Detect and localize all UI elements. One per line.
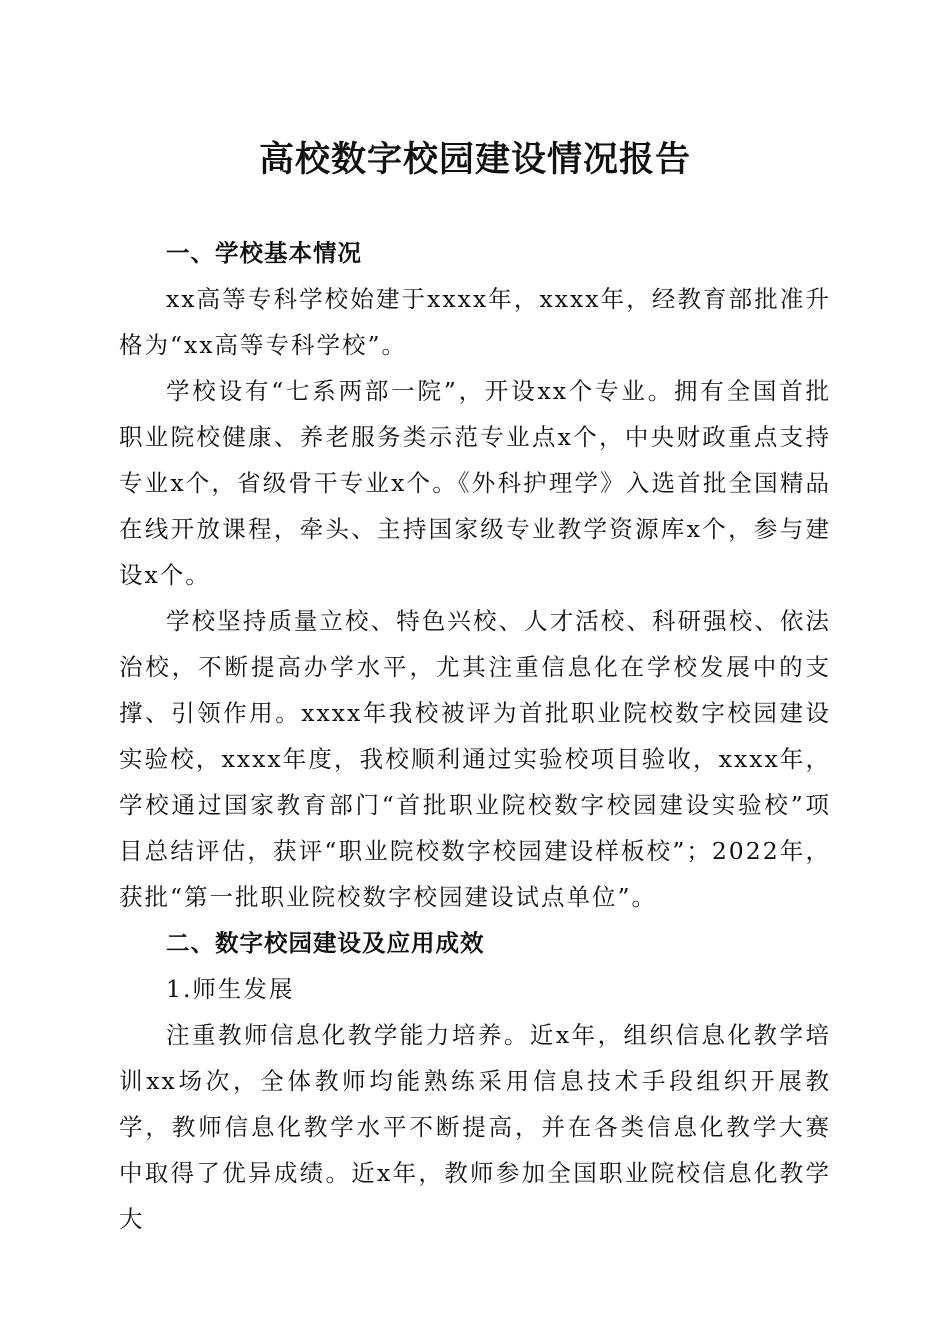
paragraph: 学校设有“七系两部一院”，开设xx个专业。拥有全国首批职业院校健康、养老服务类示范专业点x个，中央财政重点支持专业x个，省级骨干专业x个。《外科护理学》入选首批全国精品在线开放课程，牵头、主持国家级专业教学资源库x个，参与建设x个。	[119, 377, 831, 589]
paragraph: 学校坚持质量立校、特色兴校、人才活校、科研强校、依法治校，不断提高办学水平，尤其注重信息化在学校发展中的支撑、引领作用。xxxx年我校被评为首批职业院校数字校园建设实验校，xxxx年度，我校顺利通过实验校项目验收，xxxx年，学校通过国家教育部门“首批职业院校数字校园建设实验校”项目总结评估，获评“职业院校数字校园建设样板校”；2022年，获批“第一批职业院校数字校园建设试点单位”。	[119, 607, 831, 911]
document-title: 高校数字校园建设情况报告	[258, 139, 691, 180]
document-body	[119, 230, 831, 1242]
paragraph: 注重教师信息化教学能力培养。近x年，组织信息化教学培训xx场次，全体教师均能熟练采用信息技术手段组织开展教学，教师信息化教学水平不断提高，并在各类信息化教学大赛中取得了优异成绩。近x年，教师参加全国职业院校信息化教学大	[119, 1021, 831, 1233]
subsection-heading-teacher-student: 1.师生发展	[166, 975, 295, 1003]
section-heading-basic-info: 一、学校基本情况	[166, 239, 362, 267]
paragraph: xx高等专科学校始建于xxxx年，xxxx年，经教育部批准升格为“xx高等专科学校”。	[119, 285, 831, 359]
section-heading-digital-campus: 二、数字校园建设及应用成效	[166, 929, 485, 957]
